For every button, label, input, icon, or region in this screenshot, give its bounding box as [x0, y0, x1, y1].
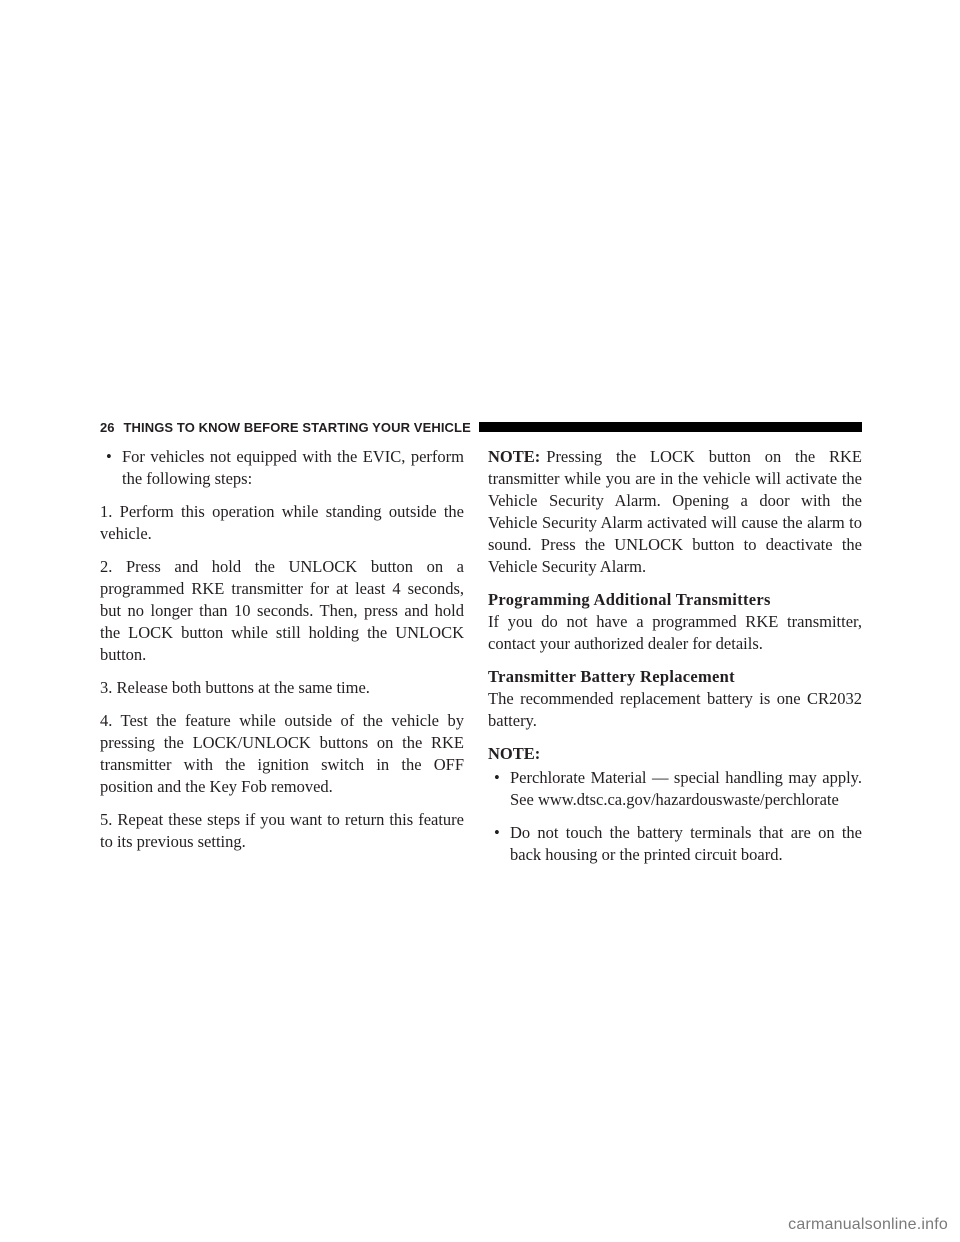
step-1: 1. Perform this operation while standing outside the vehicle. — [100, 502, 464, 543]
bullet-icon: • — [494, 768, 500, 787]
page-header — [100, 417, 862, 437]
page-number: 26 — [100, 419, 115, 435]
header-rule — [479, 422, 862, 432]
bullet-text: Do not touch the battery terminals that are on the back housing or the printed circuit board. — [510, 823, 862, 864]
right-column — [488, 446, 862, 877]
step-3: 3. Release both buttons at the same time. — [100, 678, 370, 697]
programming-section — [488, 589, 862, 655]
step-5: 5. Repeat these steps if you want to return this feature to its previous setting. — [100, 810, 464, 851]
battery-section — [488, 666, 862, 732]
list-item — [100, 446, 464, 490]
list-item — [488, 767, 862, 811]
battery-heading: Transmitter Battery Replacement — [488, 667, 735, 686]
programming-heading: Programming Additional Transmitters — [488, 590, 771, 609]
battery-text: The recommended replacement battery is one CR2032 battery. — [488, 689, 862, 730]
step-4: 4. Test the feature while outside of the vehicle by pressing the LOCK/UNLOCK buttons on the RKE transmitter with the ignition switch in the OFF position and the Key Fob removed. — [100, 711, 464, 796]
note-label: NOTE: — [488, 447, 541, 466]
bullet-text: Perchlorate Material — special handling may apply. See www.dtsc.ca.gov/hazardouswaste/perchlorate — [510, 768, 862, 809]
list-item — [488, 822, 862, 866]
programming-text: If you do not have a programmed RKE transmitter, contact your authorized dealer for details. — [488, 612, 862, 653]
note-text: Pressing the LOCK button on the RKE transmitter while you are in the vehicle will activate the Vehicle Security Alarm. Opening a door with the Vehicle Security Alarm activated will cause the alarm to sound. Press the UNLOCK button to deactivate the Vehicle Security Alarm. — [488, 447, 862, 576]
section-title: THINGS TO KNOW BEFORE STARTING YOUR VEHICLE — [123, 419, 471, 435]
bullet-text: For vehicles not equipped with the EVIC, perform the following steps: — [122, 447, 464, 488]
step-2: 2. Press and hold the UNLOCK button on a programmed RKE transmitter for at least 4 seconds, but no longer than 10 seconds. Then, press and hold the LOCK button while still holding the UNLOCK button. — [100, 557, 464, 664]
bullet-icon: • — [494, 823, 500, 842]
left-column — [100, 446, 464, 864]
bullet-icon: • — [106, 447, 112, 466]
note-paragraph — [488, 446, 862, 578]
watermark: carmanualsonline.info — [788, 1216, 948, 1233]
note2-label: NOTE: — [488, 744, 541, 763]
